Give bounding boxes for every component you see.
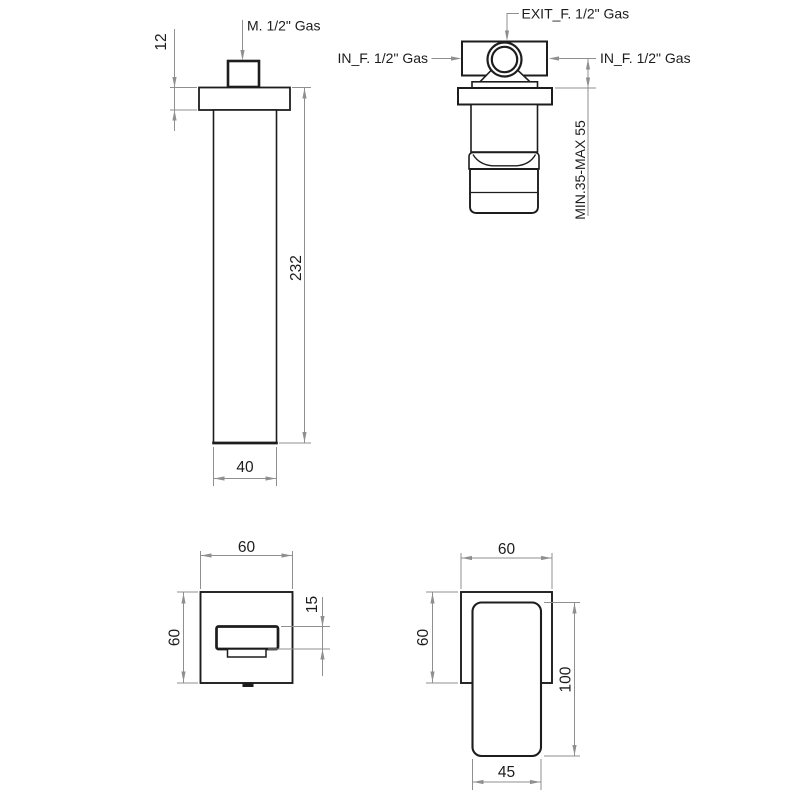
handle-hub: [470, 169, 538, 213]
handle-lever: [473, 603, 542, 757]
mixer-wall-flange: [458, 88, 552, 105]
dim-value: 60: [237, 539, 256, 556]
dim-value: 232: [288, 255, 305, 281]
dim-value: 40: [236, 459, 254, 476]
dim-value: 100: [557, 666, 575, 693]
arrowhead-down: [302, 432, 306, 443]
spout-side-view: [153, 18, 320, 487]
arrowhead-down: [430, 672, 434, 683]
arrowhead-down: [320, 616, 324, 627]
arrowhead-right: [266, 476, 277, 480]
arrowhead-left: [201, 553, 212, 557]
arrowhead-up: [320, 649, 324, 660]
spout-wall-flange: [199, 88, 290, 111]
dim-spout-width: [214, 447, 277, 486]
arrowhead-down: [505, 31, 509, 42]
dim-handle-width: [473, 759, 542, 790]
mixer-body-view: [337, 6, 690, 220]
arrowhead-right: [451, 56, 462, 60]
dim-value: MIN.35-MAX 55: [572, 120, 588, 220]
arrowhead-down: [586, 78, 590, 89]
dim-plate-height: [415, 592, 458, 683]
arrowhead-up: [172, 110, 176, 121]
spout-tube: [214, 110, 277, 443]
dim-value: 15: [304, 595, 321, 614]
arrowhead-up: [302, 88, 306, 99]
arrowhead-right: [530, 780, 541, 784]
dim-flange-thickness: [153, 29, 197, 131]
exit-port-label: EXIT_F. 1/2" Gas: [521, 5, 630, 22]
leader-line: [507, 14, 519, 33]
arrowhead-left: [462, 556, 473, 560]
edge-notch: [243, 683, 254, 688]
arrowhead-down: [240, 50, 244, 61]
arrowhead-up: [586, 59, 590, 70]
arrowhead-down: [181, 672, 185, 683]
dim-value: 60: [415, 628, 432, 647]
spout-bottom-view: [167, 539, 331, 687]
arrowhead-down: [172, 77, 176, 88]
inlet-left-label: IN_F. 1/2" Gas: [337, 50, 428, 66]
cartridge-port-inner-circle: [492, 47, 517, 72]
dim-value: 45: [497, 764, 516, 781]
spout-threaded-connector: [228, 61, 259, 87]
dim-value: 60: [166, 628, 184, 647]
arrowhead-up: [181, 593, 185, 604]
aerator-insert: [228, 649, 267, 657]
arrowhead-right: [541, 556, 552, 560]
dim-spout-length: [279, 88, 311, 444]
arrowhead-right: [282, 553, 293, 557]
dim-bottom-width: [201, 539, 293, 589]
dim-value: 12: [153, 33, 170, 51]
dim-bottom-height: [167, 592, 199, 683]
dim-plate-width: [461, 541, 552, 589]
arrowhead-up: [572, 603, 576, 614]
inlet-right-label: IN_F. 1/2" Gas: [600, 50, 691, 66]
arrowhead-down: [572, 745, 576, 756]
dim-value: 60: [497, 541, 516, 558]
arrowhead-left: [473, 780, 484, 784]
dim-installation-depth: [555, 59, 596, 220]
cartridge-cylinder: [471, 105, 538, 153]
arrowhead-left: [214, 476, 225, 480]
handle-side-view: [415, 541, 580, 790]
arrowhead-up: [430, 593, 434, 604]
spout-outlet-slot: [217, 627, 279, 650]
arrowhead-left: [549, 56, 560, 60]
spout-connection-label: M. 1/2" Gas: [247, 17, 321, 34]
